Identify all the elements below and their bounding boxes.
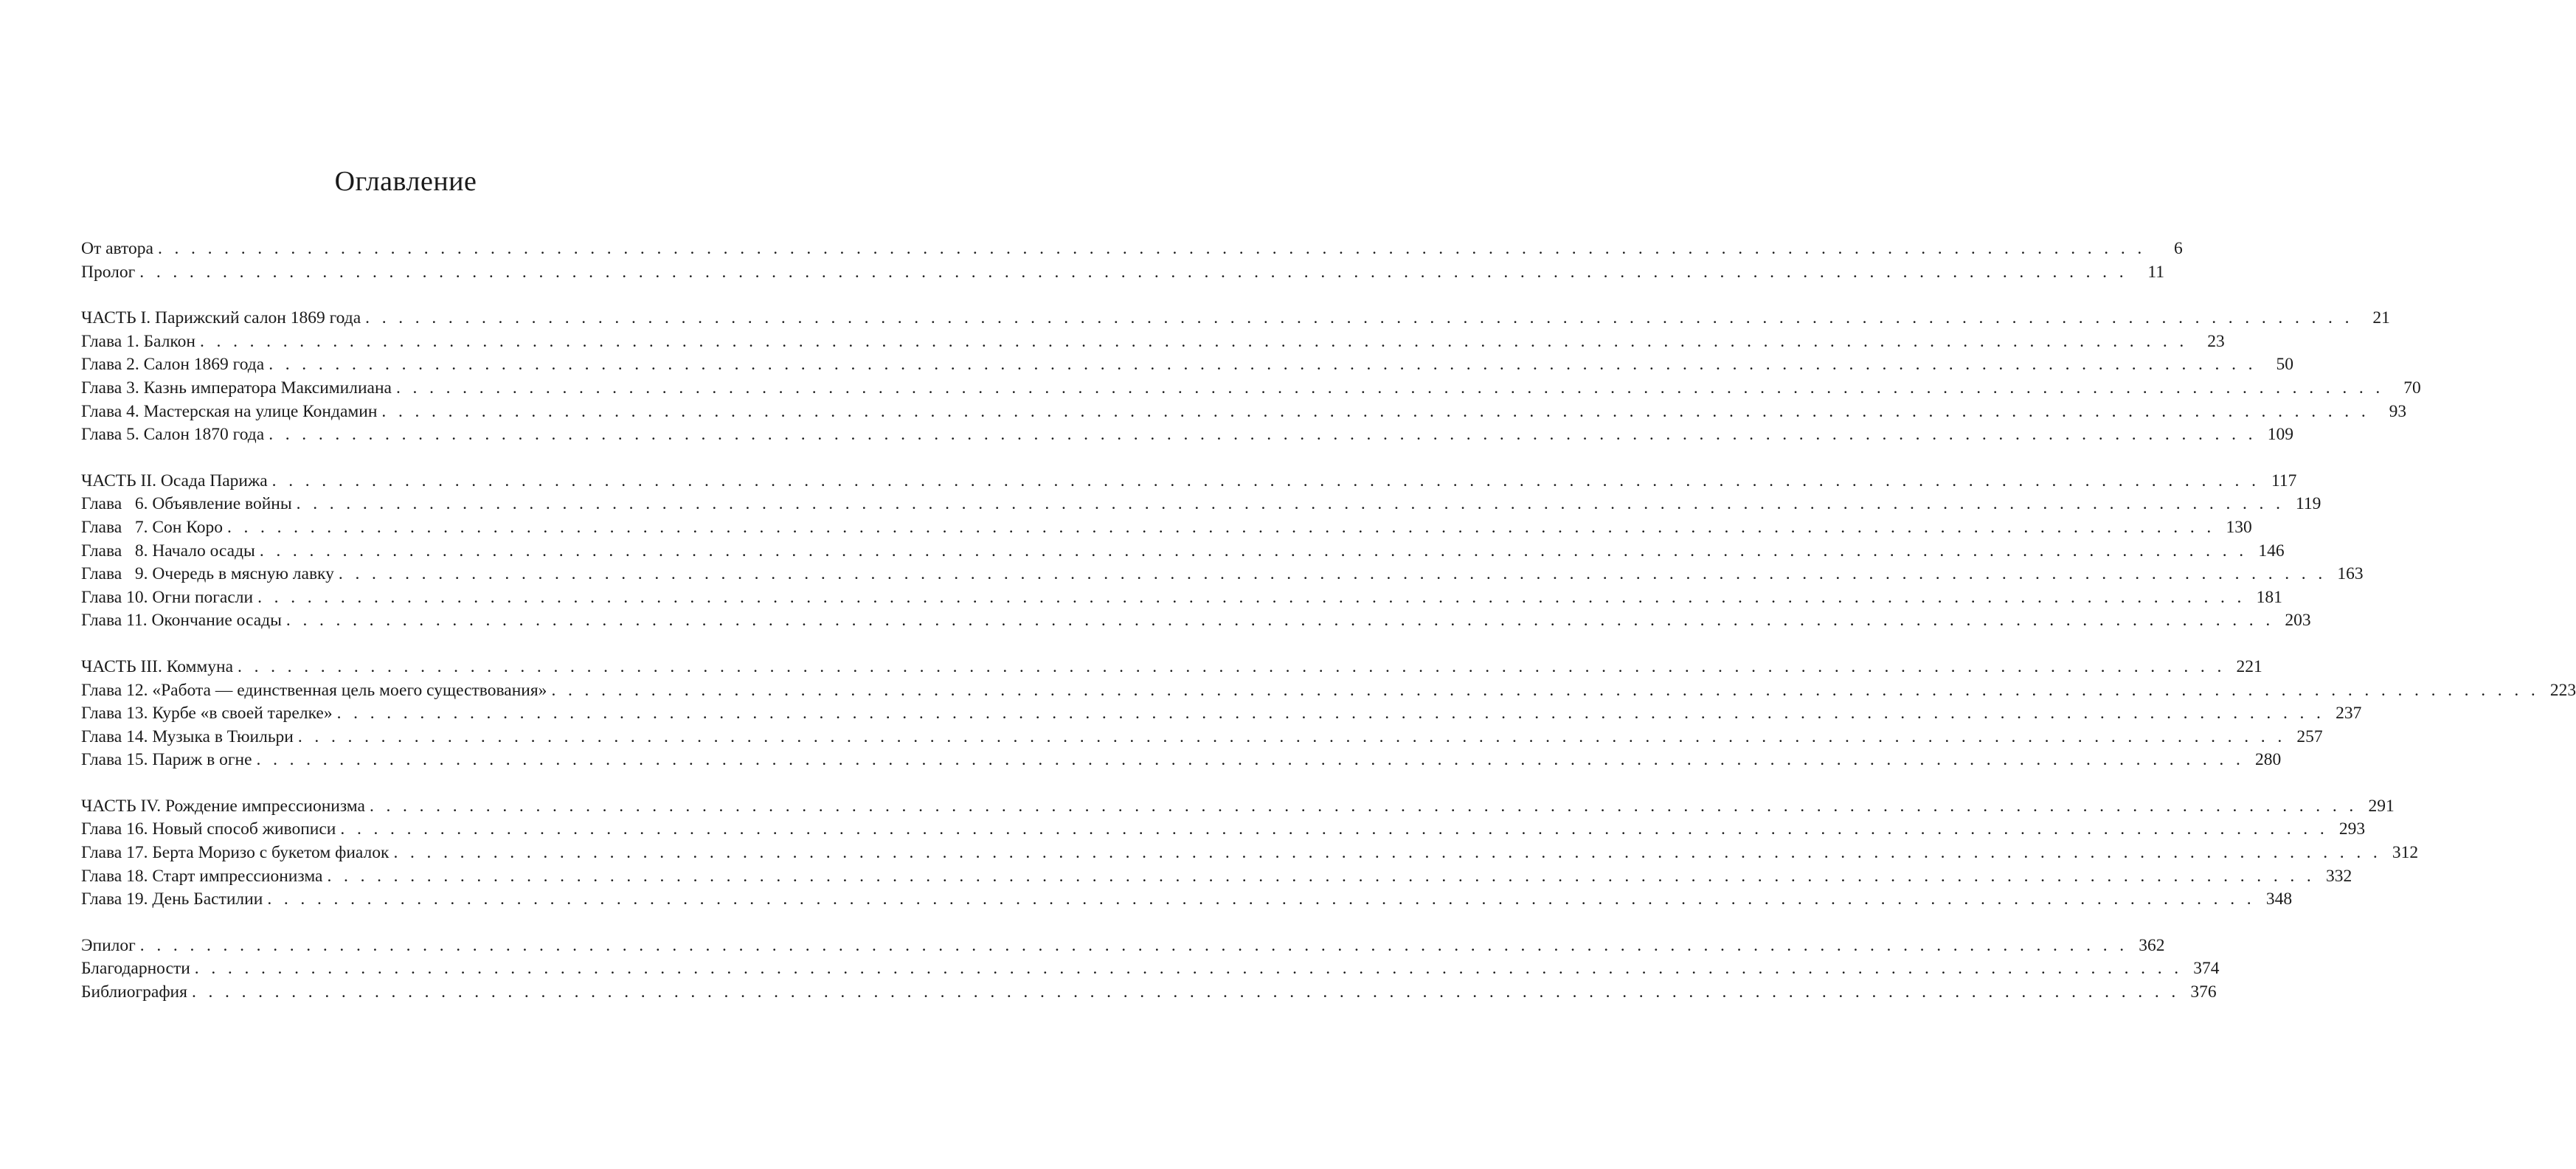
- dot-leader: . . . . . . . . . . . . . . . . . . . . . . . . . . . . . . . . . . . . . . . . . . . . . . . . . . . . . . . . . . . . . . . . . . . . . . . . . . . . . . . . . . . . . . . . . . . . . . . . . . . . . . . . . . . . . . . . . . . . . . . .: [297, 726, 2286, 746]
- toc-entry-title: ЧАСТЬ I. Парижский салон 1869 года: [81, 308, 361, 328]
- toc-entry: [81, 493, 2321, 516]
- toc-entry: [81, 540, 2285, 563]
- toc-entry: [81, 423, 2293, 447]
- toc-entry-page-number: 293: [2338, 819, 2366, 839]
- toc-entry-title: Эпилог: [81, 935, 136, 955]
- toc-entry-title: Глава 3. Казнь императора Максимилиана: [81, 378, 392, 398]
- toc-entry-title: Глава 18. Старт импрессионизма: [81, 866, 323, 886]
- toc-section: [81, 656, 2576, 772]
- toc-entry: [81, 237, 2183, 261]
- toc-entry: [81, 749, 2282, 772]
- toc-entry-title: От автора: [81, 239, 153, 258]
- toc-entry-title: Глава 4. Мастерская на улице Кондамин: [81, 401, 378, 421]
- toc-entry: [81, 842, 2419, 865]
- toc-entry: [81, 981, 2217, 1005]
- dot-leader: . . . . . . . . . . . . . . . . . . . . . . . . . . . . . . . . . . . . . . . . . . . . . . . . . . . . . . . . . . . . . . . . . . . . . . . . . . . . . . . . . . . . . . . . . . . . . . . . . . . . . . . . . . . . . . . . . . . . . . . .: [336, 704, 2325, 724]
- dot-leader: . . . . . . . . . . . . . . . . . . . . . . . . . . . . . . . . . . . . . . . . . . . . . . . . . . . . . . . . . . . . . . . . . . . . . . . . . . . . . . . . . . . . . . . . . . . . . . . . . . . . . . . . . . . . . . . . . . . . . . . .: [194, 959, 2183, 979]
- toc-entry: [81, 377, 2421, 400]
- toc-entry-title: Глава 10. Огни погасли: [81, 587, 254, 607]
- toc-entry-title: Глава 15. Париж в огне: [81, 750, 252, 770]
- toc-entry-page-number: 332: [2325, 866, 2352, 886]
- toc-entry-page-number: 257: [2296, 726, 2323, 746]
- dot-leader: . . . . . . . . . . . . . . . . . . . . . . . . . . . . . . . . . . . . . . . . . . . . . . . . . . . . . . . . . . . . . . . . . . . . . . . . . . . . . . . . . . . . . . . . . . . . . . . . . . . . . . . . . . . . . . . . . . . . . . . .: [267, 889, 2256, 909]
- toc-entry-title: ЧАСТЬ II. Осада Парижа: [81, 471, 268, 490]
- toc-section: [81, 470, 2364, 633]
- toc-entry-title: Библиография: [81, 982, 187, 1002]
- toc-entry-page-number: 280: [2255, 750, 2282, 770]
- toc-section: [81, 795, 2419, 912]
- dot-leader: . . . . . . . . . . . . . . . . . . . . . . . . . . . . . . . . . . . . . . . . . . . . . . . . . . . . . . . . . . . . . . . . . . . . . . . . . . . . . . . . . . . . . . . . . . . . . . . . . . . . . . . . . . . . . . . . . . . . . . . .: [340, 819, 2329, 839]
- toc-entry-title: Глава 7. Сон Коро: [81, 517, 223, 537]
- toc-entry-page-number: 6: [2173, 239, 2183, 258]
- toc-entry: [81, 470, 2297, 493]
- toc-entry-page-number: 146: [2258, 541, 2285, 561]
- toc-entry: [81, 726, 2323, 749]
- toc-entry-page-number: 237: [2336, 704, 2362, 724]
- toc-entry-page-number: 291: [2368, 796, 2395, 816]
- dot-leader: . . . . . . . . . . . . . . . . . . . . . . . . . . . . . . . . . . . . . . . . . . . . . . . . . . . . . . . . . . . . . . . . . . . . . . . . . . . . . . . . . . . . . . . . . . . . . . . . . . . . . . . . . . . . . . . . . . . . . . . .: [238, 656, 2226, 676]
- dot-leader: . . . . . . . . . . . . . . . . . . . . . . . . . . . . . . . . . . . . . . . . . . . . . . . . . . . . . . . . . . . . . . . . . . . . . . . . . . . . . . . . . . . . . . . . . . . . . . . . . . . . . . . . . . . . . . . . . . . . . . . .: [296, 494, 2285, 514]
- page-title: Оглавление: [334, 166, 477, 197]
- toc-entry-page-number: 117: [2271, 471, 2297, 490]
- toc-section: [81, 237, 2183, 284]
- dot-leader: . . . . . . . . . . . . . . . . . . . . . . . . . . . . . . . . . . . . . . . . . . . . . . . . . . . . . . . . . . . . . . . . . . . . . . . . . . . . . . . . . . . . . . . . . . . . . . . . . . . . . . . . . . . . . . . . . . . . . . . .: [256, 750, 2245, 770]
- toc-entry-title: ЧАСТЬ IV. Рождение импрессионизма: [81, 796, 365, 816]
- dot-leader: . . . . . . . . . . . . . . . . . . . . . . . . . . . . . . . . . . . . . . . . . . . . . . . . . . . . . . . . . . . . . . . . . . . . . . . . . . . . . . . . . . . . . . . . . . . . . . . . . . . . . . . . . . . . . . . . . . . . . . . .: [393, 843, 2382, 863]
- dot-leader: . . . . . . . . . . . . . . . . . . . . . . . . . . . . . . . . . . . . . . . . . . . . . . . . . . . . . . . . . . . . . . . . . . . . . . . . . . . . . . . . . . . . . . . . . . . . . . . . . . . . . . . . . . . . . . . . . . . . . . . .: [157, 239, 2146, 258]
- toc-entry-title: Глава 9. Очередь в мясную лавку: [81, 564, 334, 584]
- toc-entry-title: Пролог: [81, 262, 136, 282]
- toc-entry-page-number: 70: [2403, 378, 2421, 398]
- dot-leader: . . . . . . . . . . . . . . . . . . . . . . . . . . . . . . . . . . . . . . . . . . . . . . . . . . . . . . . . . . . . . . . . . . . . . . . . . . . . . . . . . . . . . . . . . . . . . . . . . . . . . . . . . . . . . . . . . . . . . . . .: [269, 425, 2257, 445]
- dot-leader: . . . . . . . . . . . . . . . . . . . . . . . . . . . . . . . . . . . . . . . . . . . . . . . . . . . . . . . . . . . . . . . . . . . . . . . . . . . . . . . . . . . . . . . . . . . . . . . . . . . . . . . . . . . . . . . . . . . . . . . .: [369, 796, 2358, 816]
- toc-entry: [81, 563, 2364, 586]
- toc-entry-page-number: 23: [2207, 331, 2225, 351]
- dot-leader: . . . . . . . . . . . . . . . . . . . . . . . . . . . . . . . . . . . . . . . . . . . . . . . . . . . . . . . . . . . . . . . . . . . . . . . . . . . . . . . . . . . . . . . . . . . . . . . . . . . . . . . . . . . . . . . . . . . . . . . .: [226, 517, 2215, 537]
- toc-entry-page-number: 362: [2139, 935, 2165, 955]
- dot-leader: . . . . . . . . . . . . . . . . . . . . . . . . . . . . . . . . . . . . . . . . . . . . . . . . . . . . . . . . . . . . . . . . . . . . . . . . . . . . . . . . . . . . . . . . . . . . . . . . . . . . . . . . . . . . . . . . . . . . . . . .: [269, 355, 2257, 375]
- toc-entry-title: Глава 11. Окончание осады: [81, 611, 282, 631]
- toc-entry: [81, 656, 2262, 679]
- dot-leader: . . . . . . . . . . . . . . . . . . . . . . . . . . . . . . . . . . . . . . . . . . . . . . . . . . . . . . . . . . . . . . . . . . . . . . . . . . . . . . . . . . . . . . . . . . . . . . . . . . . . . . . . . . . . . . . . . . . . . . . .: [365, 308, 2353, 328]
- toc-entry: [81, 609, 2311, 633]
- dot-leader: . . . . . . . . . . . . . . . . . . . . . . . . . . . . . . . . . . . . . . . . . . . . . . . . . . . . . . . . . . . . . . . . . . . . . . . . . . . . . . . . . . . . . . . . . . . . . . . . . . . . . . . . . . . . . . . . . . . . . . . .: [551, 680, 2540, 700]
- toc-entry-page-number: 21: [2372, 308, 2390, 328]
- toc-entry: [81, 795, 2395, 819]
- toc-entry-page-number: 374: [2193, 959, 2220, 979]
- dot-leader: . . . . . . . . . . . . . . . . . . . . . . . . . . . . . . . . . . . . . . . . . . . . . . . . . . . . . . . . . . . . . . . . . . . . . . . . . . . . . . . . . . . . . . . . . . . . . . . . . . . . . . . . . . . . . . . . . . . . . . . .: [327, 866, 2316, 886]
- toc-entry-title: Глава 2. Салон 1869 года: [81, 355, 265, 375]
- toc-entry: [81, 353, 2293, 377]
- toc-entry: [81, 702, 2362, 726]
- dot-leader: . . . . . . . . . . . . . . . . . . . . . . . . . . . . . . . . . . . . . . . . . . . . . . . . . . . . . . . . . . . . . . . . . . . . . . . . . . . . . . . . . . . . . . . . . . . . . . . . . . . . . . . . . . . . . . . . . . . . . . . .: [381, 401, 2370, 421]
- toc-entry-title: Благодарности: [81, 959, 190, 979]
- dot-leader: . . . . . . . . . . . . . . . . . . . . . . . . . . . . . . . . . . . . . . . . . . . . . . . . . . . . . . . . . . . . . . . . . . . . . . . . . . . . . . . . . . . . . . . . . . . . . . . . . . . . . . . . . . . . . . . . . . . . . . . .: [199, 331, 2188, 351]
- toc-entry: [81, 307, 2390, 330]
- toc-entry-page-number: 223: [2549, 680, 2576, 700]
- toc-entry: [81, 818, 2366, 842]
- toc-entry-title: Глава 16. Новый способ живописи: [81, 819, 336, 839]
- toc-entry-title: ЧАСТЬ III. Коммуна: [81, 656, 234, 676]
- toc-entry-title: Глава 1. Балкон: [81, 331, 195, 351]
- dot-leader: . . . . . . . . . . . . . . . . . . . . . . . . . . . . . . . . . . . . . . . . . . . . . . . . . . . . . . . . . . . . . . . . . . . . . . . . . . . . . . . . . . . . . . . . . . . . . . . . . . . . . . . . . . . . . . . . . . . . . . . .: [191, 982, 2180, 1002]
- toc-entry: [81, 888, 2293, 912]
- toc-entry-title: Глава 19. День Бастилии: [81, 889, 263, 909]
- dot-leader: . . . . . . . . . . . . . . . . . . . . . . . . . . . . . . . . . . . . . . . . . . . . . . . . . . . . . . . . . . . . . . . . . . . . . . . . . . . . . . . . . . . . . . . . . . . . . . . . . . . . . . . . . . . . . . . . . . . . . . . .: [257, 587, 2246, 607]
- toc-entry-page-number: 348: [2265, 889, 2293, 909]
- toc-entry-title: Глава 14. Музыка в Тюильри: [81, 726, 294, 746]
- toc-entry-page-number: 163: [2337, 564, 2364, 584]
- toc-entry-page-number: 376: [2190, 982, 2217, 1002]
- toc-entry-title: Глава 6. Объявление войны: [81, 494, 292, 514]
- toc-entry-page-number: 203: [2285, 611, 2311, 631]
- dot-leader: . . . . . . . . . . . . . . . . . . . . . . . . . . . . . . . . . . . . . . . . . . . . . . . . . . . . . . . . . . . . . . . . . . . . . . . . . . . . . . . . . . . . . . . . . . . . . . . . . . . . . . . . . . . . . . . . . . . . . . . .: [259, 541, 2248, 561]
- toc-entry: [81, 261, 2165, 285]
- toc-entry-page-number: 130: [2226, 517, 2252, 537]
- toc-entry: [81, 934, 2165, 958]
- toc-entry-title: Глава 13. Курбе «в своей тарелке»: [81, 704, 333, 724]
- toc-entry: [81, 400, 2407, 424]
- dot-leader: . . . . . . . . . . . . . . . . . . . . . . . . . . . . . . . . . . . . . . . . . . . . . . . . . . . . . . . . . . . . . . . . . . . . . . . . . . . . . . . . . . . . . . . . . . . . . . . . . . . . . . . . . . . . . . . . . . . . . . . .: [338, 564, 2327, 584]
- toc-entry-page-number: 181: [2256, 587, 2282, 607]
- toc-entry-title: Глава 5. Салон 1870 года: [81, 425, 265, 445]
- toc-entry-page-number: 50: [2276, 355, 2293, 375]
- toc-entry-title: Глава 17. Берта Моризо с букетом фиалок: [81, 843, 389, 863]
- toc-entry-page-number: 221: [2236, 656, 2262, 676]
- toc-entry: [81, 865, 2352, 889]
- toc-entry-page-number: 109: [2267, 425, 2293, 445]
- dot-leader: . . . . . . . . . . . . . . . . . . . . . . . . . . . . . . . . . . . . . . . . . . . . . . . . . . . . . . . . . . . . . . . . . . . . . . . . . . . . . . . . . . . . . . . . . . . . . . . . . . . . . . . . . . . . . . . . . . . . . . . .: [271, 471, 2260, 490]
- dot-leader: . . . . . . . . . . . . . . . . . . . . . . . . . . . . . . . . . . . . . . . . . . . . . . . . . . . . . . . . . . . . . . . . . . . . . . . . . . . . . . . . . . . . . . . . . . . . . . . . . . . . . . . . . . . . . . . . . . . . . . . .: [395, 378, 2384, 398]
- toc-section: [81, 307, 2421, 447]
- toc-entry: [81, 586, 2282, 610]
- toc-section: [81, 934, 2220, 1005]
- toc-entry-title: Глава 8. Начало осады: [81, 541, 255, 561]
- toc-entry-page-number: 119: [2296, 494, 2321, 514]
- toc-entry-page-number: 93: [2389, 401, 2407, 421]
- toc-entry: [81, 957, 2220, 981]
- toc-entry-page-number: 312: [2392, 843, 2419, 863]
- toc-entry: [81, 330, 2225, 354]
- toc-entry: [81, 516, 2252, 540]
- toc-entry-title: Глава 12. «Работа — единственная цель моего существования»: [81, 680, 547, 700]
- toc-entry: [81, 679, 2576, 703]
- toc-entry-page-number: 11: [2147, 262, 2165, 282]
- dot-leader: . . . . . . . . . . . . . . . . . . . . . . . . . . . . . . . . . . . . . . . . . . . . . . . . . . . . . . . . . . . . . . . . . . . . . . . . . . . . . . . . . . . . . . . . . . . . . . . . . . . . . . . . . . . . . . . . . . . . . . . .: [285, 611, 2274, 631]
- dot-leader: . . . . . . . . . . . . . . . . . . . . . . . . . . . . . . . . . . . . . . . . . . . . . . . . . . . . . . . . . . . . . . . . . . . . . . . . . . . . . . . . . . . . . . . . . . . . . . . . . . . . . . . . . . . . . . . . . . . . . . . .: [139, 935, 2128, 955]
- dot-leader: . . . . . . . . . . . . . . . . . . . . . . . . . . . . . . . . . . . . . . . . . . . . . . . . . . . . . . . . . . . . . . . . . . . . . . . . . . . . . . . . . . . . . . . . . . . . . . . . . . . . . . . . . . . . . . . . . . . . . . . .: [139, 262, 2128, 282]
- table-of-contents: [81, 237, 2576, 1027]
